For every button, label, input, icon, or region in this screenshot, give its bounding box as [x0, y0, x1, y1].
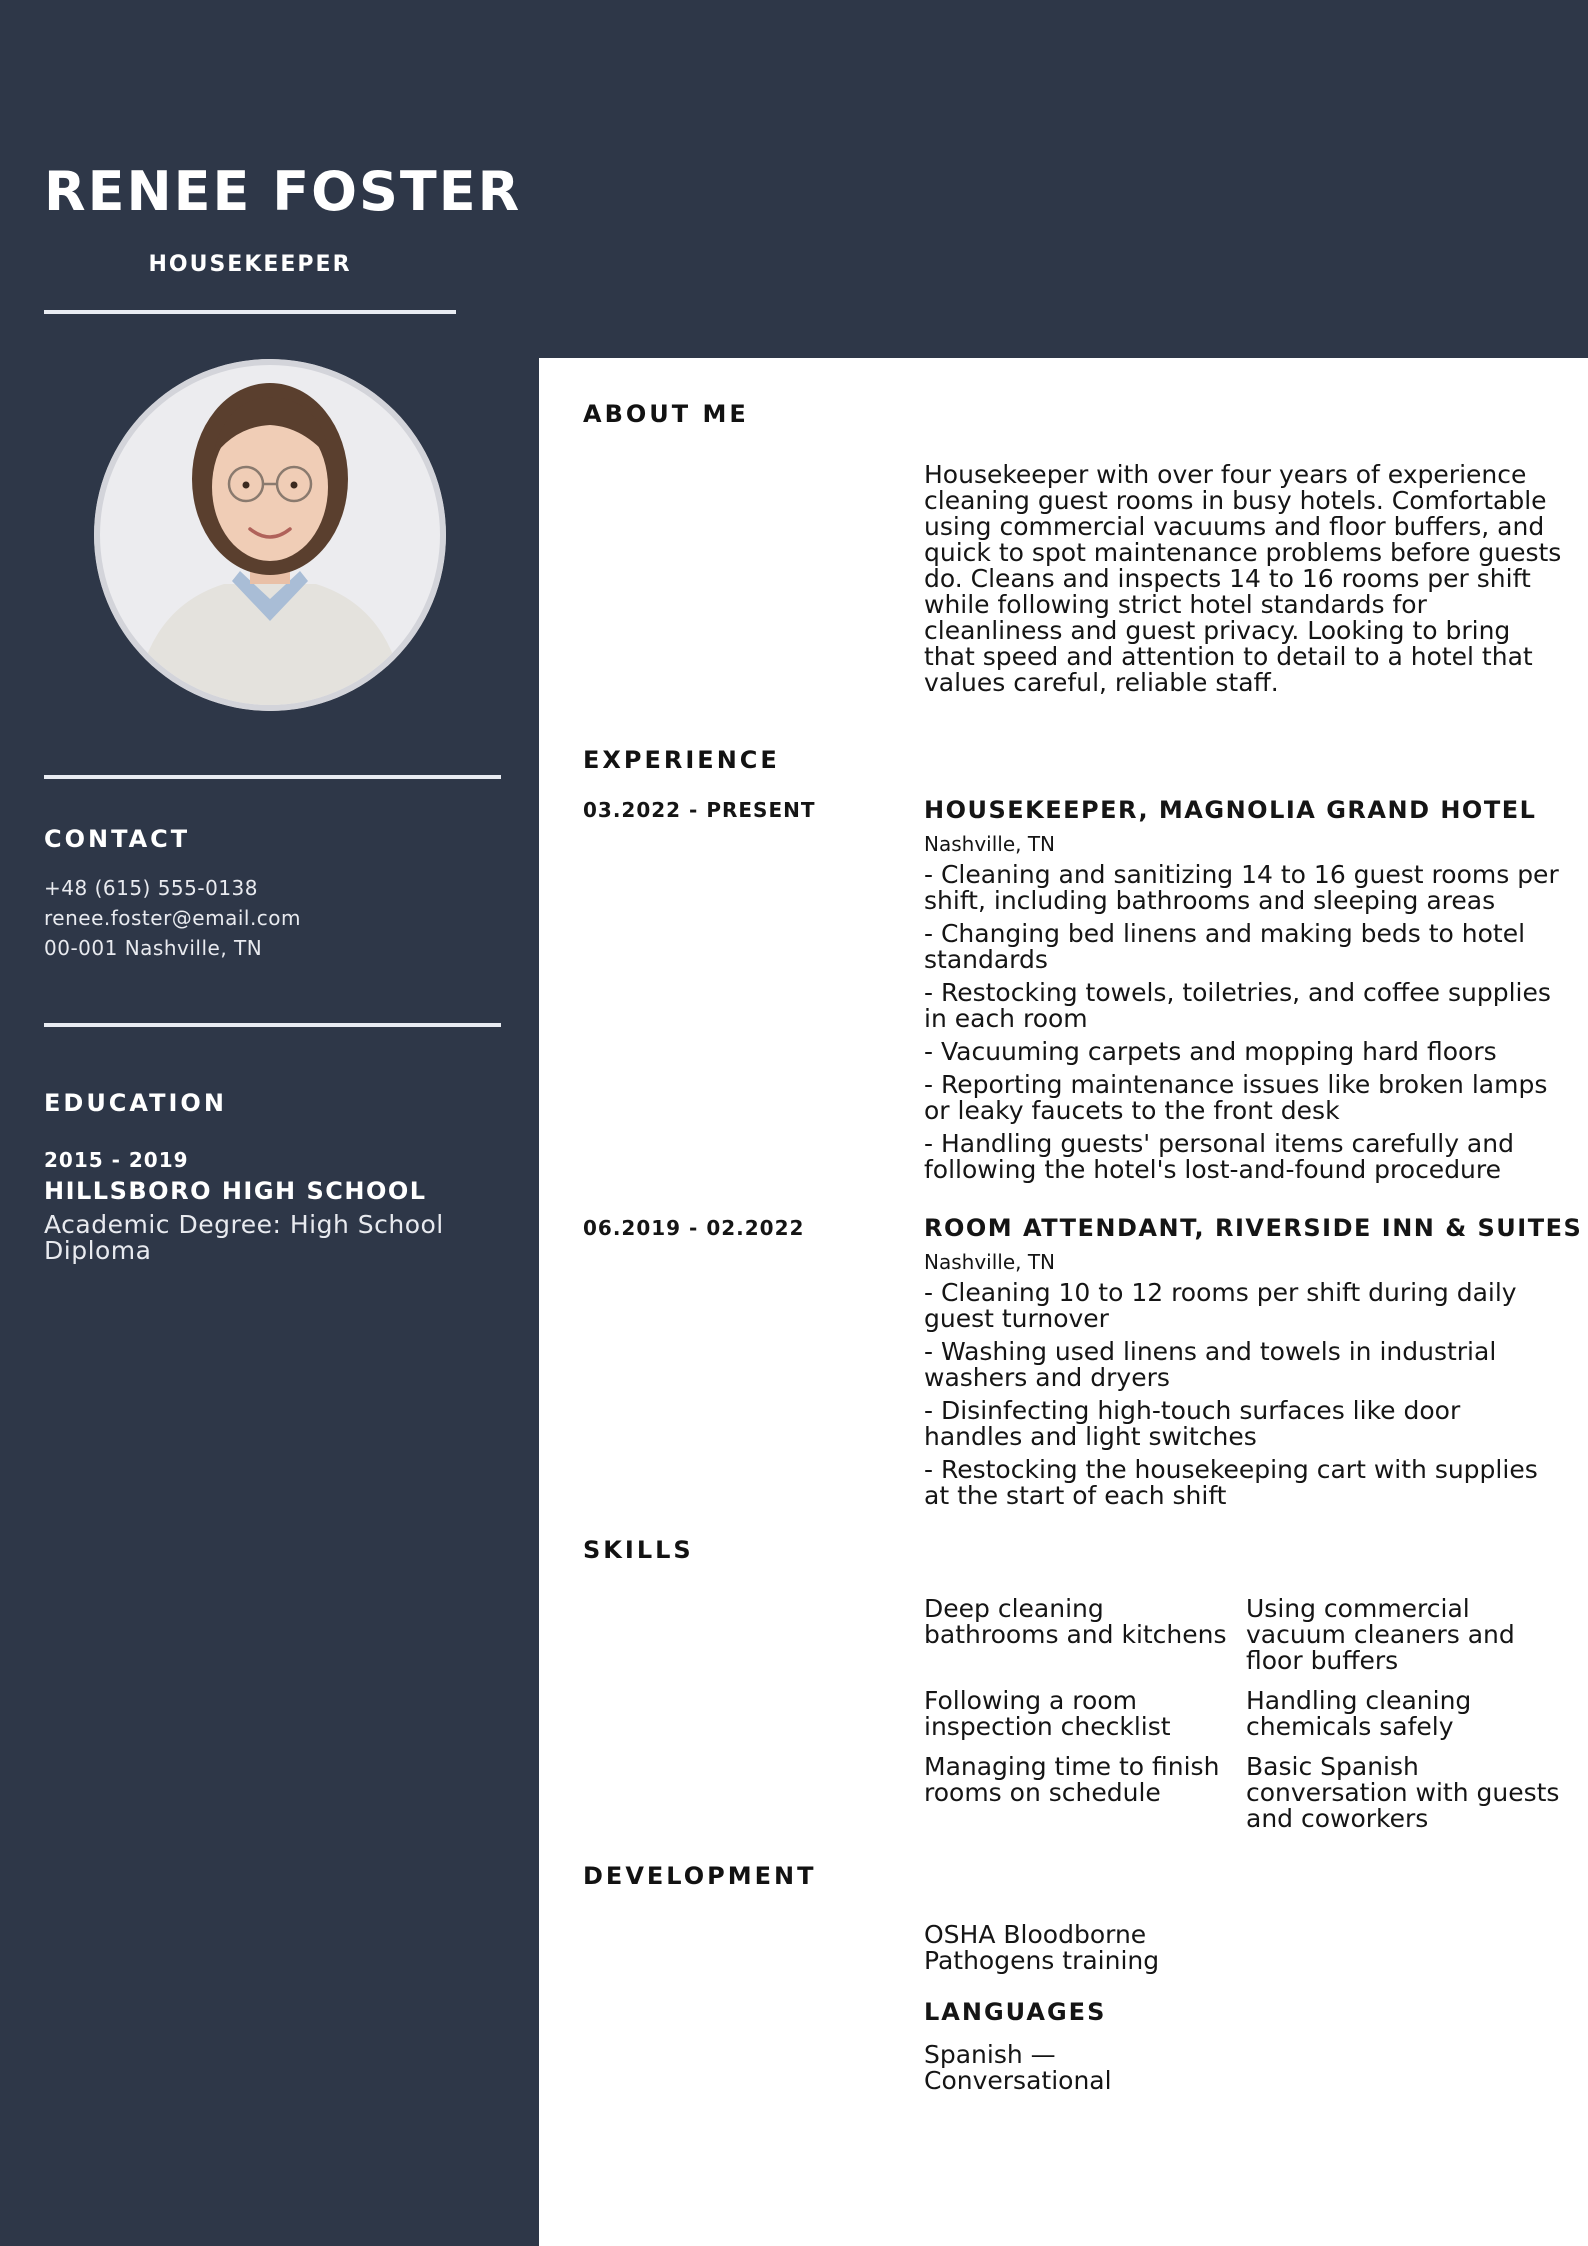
job-bullet: - Changing bed linens and making beds to hotel standards — [924, 919, 1526, 974]
skill-item: Basic Spanish conversation with guests and coworkers — [1246, 1752, 1560, 1833]
job-dates: 03.2022 - PRESENT — [583, 798, 816, 822]
header-band — [539, 0, 1588, 358]
education-school: HILLSBORO HIGH SCHOOL — [44, 1177, 427, 1205]
job-entry — [924, 796, 1564, 1190]
job-location: Nashville, TN — [924, 832, 1056, 856]
job-bullet: - Restocking the housekeeping cart with supplies at the start of each shift — [924, 1455, 1538, 1510]
job-entry — [924, 1214, 1583, 1516]
languages-section — [924, 1998, 1564, 2026]
contact-address: 00-001 Nashville, TN — [44, 936, 263, 960]
languages-list — [924, 2042, 1144, 2094]
main-content — [539, 358, 1588, 2246]
profile-photo — [94, 359, 446, 711]
skill-item: Managing time to finish rooms on schedule — [924, 1752, 1220, 1807]
skill-item: Handling cleaning chemicals safely — [1246, 1686, 1472, 1741]
contact-divider — [44, 775, 501, 779]
education-heading: EDUCATION — [44, 1089, 227, 1117]
education-degree: Academic Degree: High School Diploma — [44, 1210, 444, 1265]
job-title: HOUSEKEEPER, MAGNOLIA GRAND HOTEL — [924, 796, 1537, 824]
about-section — [924, 462, 1564, 696]
portrait-illustration — [94, 359, 446, 711]
contact-email: renee.foster@email.com — [44, 906, 302, 930]
job-title: HOUSEKEEPER — [148, 252, 352, 277]
job-location: Nashville, TN — [924, 1250, 1056, 1274]
development-heading: DEVELOPMENT — [583, 1862, 817, 1890]
candidate-name: RENEE FOSTER — [44, 160, 522, 223]
development-item: OSHA Bloodborne Pathogens training — [924, 1920, 1160, 1975]
languages-heading: LANGUAGES — [924, 1998, 1107, 2026]
experience-heading: EXPERIENCE — [583, 746, 780, 774]
about-text: Housekeeper with over four years of experience cleaning guest rooms in busy hotels. Comfortable using commercial vacuums and floor buffers, and quick to spot maintenance problems before guests do. Cleans and inspects 14 to 16 rooms per shift while following strict hotel standards for cleanliness and guest privacy. Looking to bring that speed and attention to detail to a hotel that values careful, reliable staff. — [924, 460, 1562, 697]
education-divider — [44, 1023, 501, 1027]
skill-item: Using commercial vacuum cleaners and floor buffers — [1246, 1594, 1515, 1675]
job-bullet: - Cleaning and sanitizing 14 to 16 guest rooms per shift, including bathrooms and sleeping areas — [924, 860, 1559, 915]
contact-phone: +48 (615) 555-0138 — [44, 876, 258, 900]
skills-list — [924, 1596, 1564, 1832]
education-years: 2015 - 2019 — [44, 1148, 189, 1172]
job-bullet: - Reporting maintenance issues like broken lamps or leaky faucets to the front desk — [924, 1070, 1548, 1125]
job-bullet: - Cleaning 10 to 12 rooms per shift during daily guest turnover — [924, 1278, 1517, 1333]
development-section — [924, 1922, 1184, 1974]
title-divider — [44, 310, 456, 314]
job-bullet: - Restocking towels, toiletries, and coffee supplies in each room — [924, 978, 1551, 1033]
job-bullet: - Vacuuming carpets and mopping hard floors — [924, 1037, 1497, 1066]
skill-item: Deep cleaning bathrooms and kitchens — [924, 1594, 1227, 1649]
contact-heading: CONTACT — [44, 825, 191, 853]
job-bullet: - Handling guests' personal items carefully and following the hotel's lost-and-found procedure — [924, 1129, 1514, 1184]
language-item: Spanish — Conversational — [924, 2040, 1112, 2095]
about-heading: ABOUT ME — [583, 400, 749, 428]
skill-item: Following a room inspection checklist — [924, 1686, 1171, 1741]
job-bullet: - Disinfecting high-touch surfaces like door handles and light switches — [924, 1396, 1461, 1451]
job-dates: 06.2019 - 02.2022 — [583, 1216, 805, 1240]
sidebar — [0, 0, 539, 2246]
skills-heading: SKILLS — [583, 1536, 694, 1564]
job-bullet: - Washing used linens and towels in industrial washers and dryers — [924, 1337, 1497, 1392]
job-title: ROOM ATTENDANT, RIVERSIDE INN & SUITES — [924, 1214, 1583, 1242]
